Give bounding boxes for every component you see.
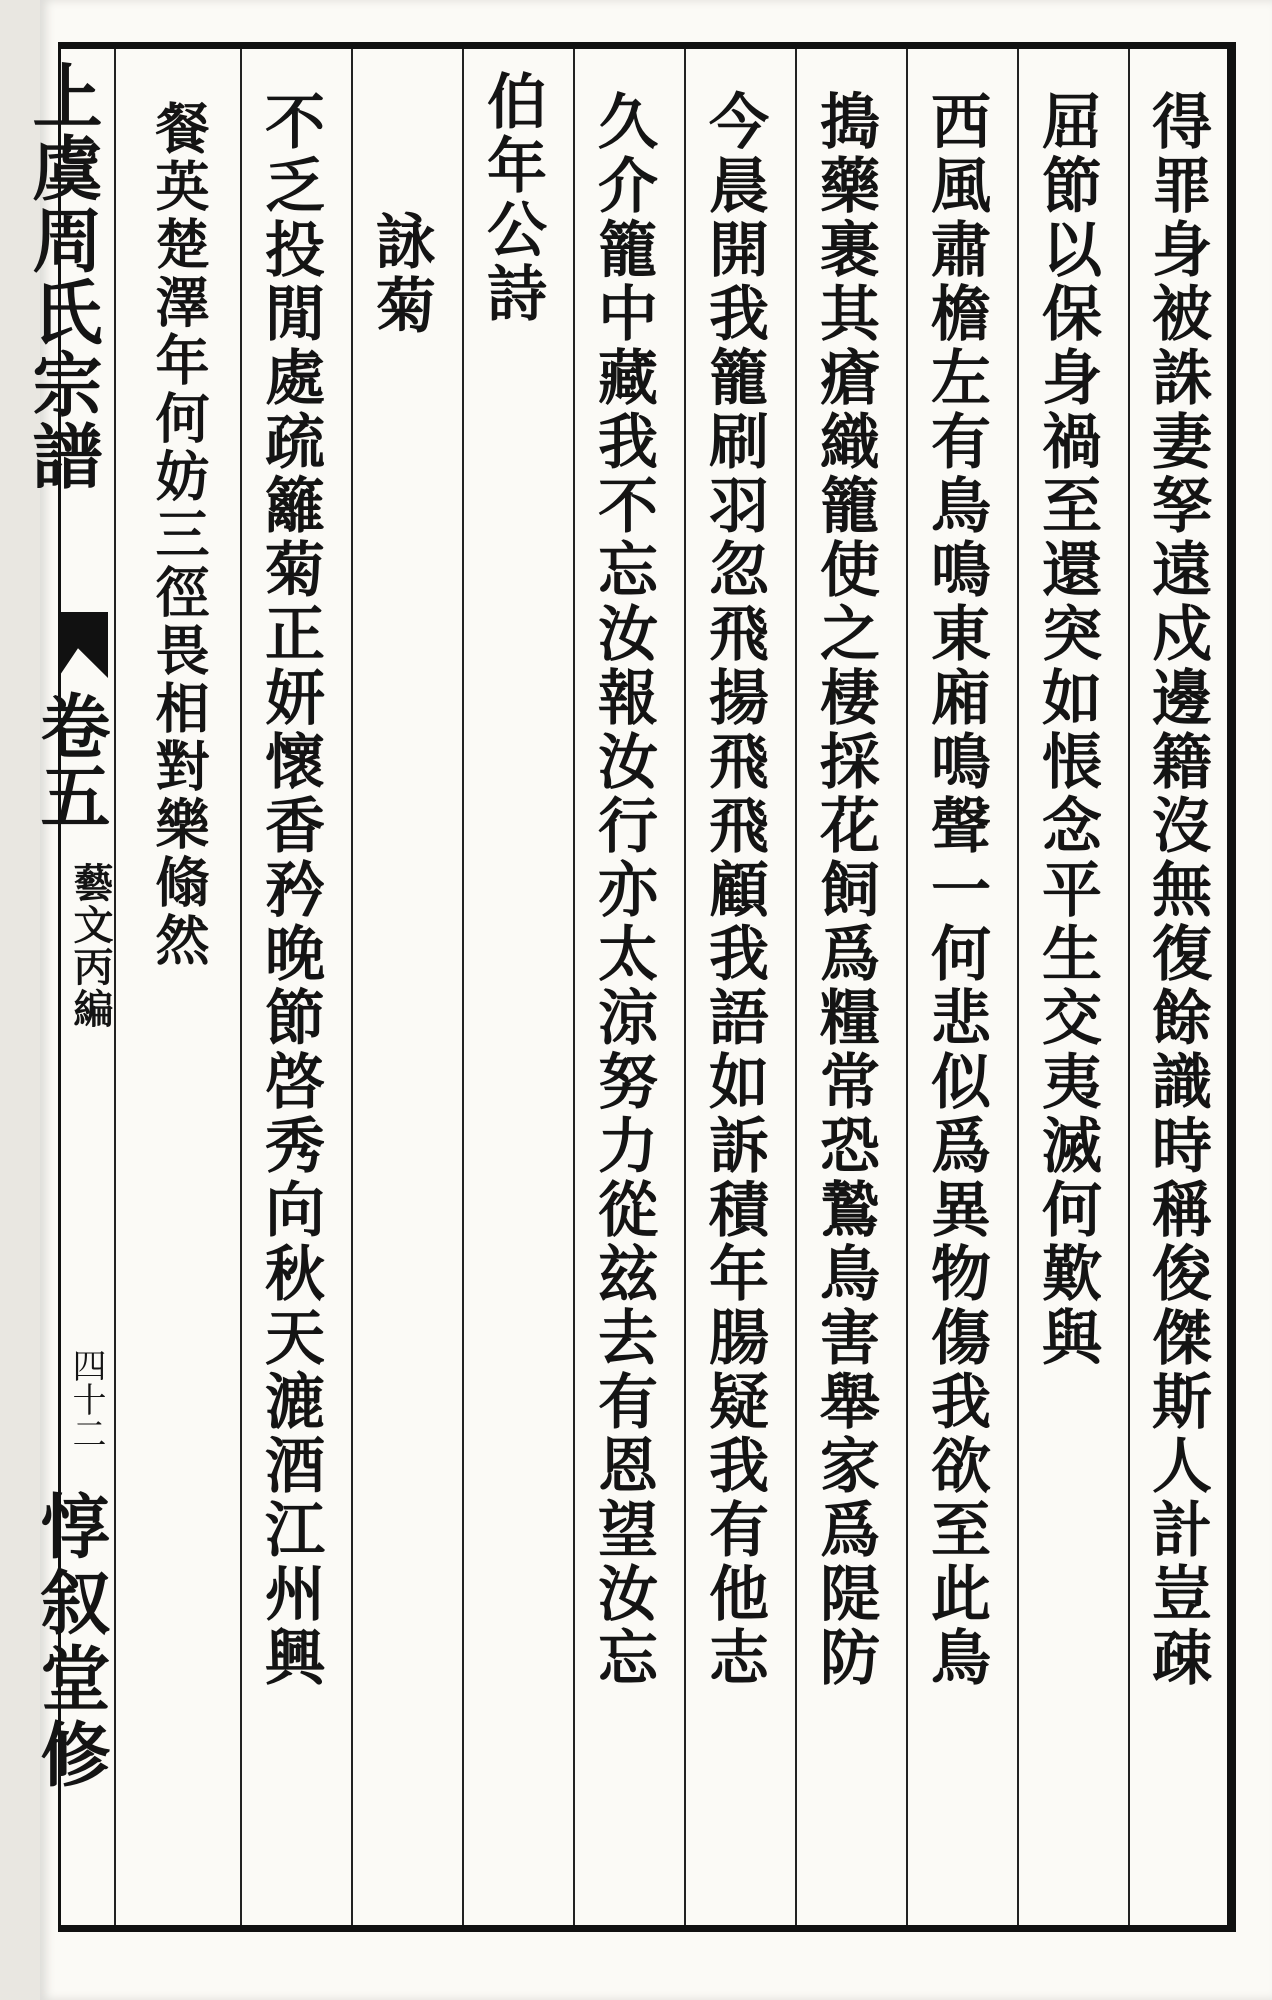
column-rule [1017,49,1019,1925]
margin-hall-name: 惇叙堂修 [29,1490,112,1794]
text-column-4: 搗藥裹其瘡織籠使之棲採花飼爲糧常恐鷙鳥害舉家爲隄防 [810,90,880,1690]
margin-section: 藝文丙編 [67,862,114,1030]
column-rule [573,49,575,1925]
text-column-7: 伯年公詩 [477,70,547,326]
text-column-1: 得罪身被誅妻孥遠戍邊籍沒無復餘識時稱俊傑斯人計豈疎 [1142,90,1212,1690]
column-rule [351,49,353,1925]
column-rule [684,49,686,1925]
column-rule [462,49,464,1925]
text-column-3: 西風肅檐左有鳥鳴東廂鳴聲一何悲似爲異物傷我欲至此鳥 [921,90,991,1690]
text-column-9: 不乏投閒處疏籬菊正妍懷香矜晚節啓秀向秋天漉酒江州興 [255,90,325,1690]
column-rule [240,49,242,1925]
text-column-5: 今晨開我籠刷羽忽飛揚飛飛顧我語如訴積年腸疑我有他志 [699,90,769,1690]
text-column-6: 久介籠中藏我不忘汝報汝行亦太涼努力從玆去有恩望汝忘 [588,90,658,1690]
column-rule [795,49,797,1925]
margin-book-title: 上虞周氏宗譜 [21,60,104,492]
text-column-10: 餐英楚澤年何妨三徑畏相對樂翛然 [147,100,211,970]
margin-volume: 卷五 [29,690,112,830]
column-rule [1128,49,1130,1925]
margin-page-number: 四十二 [66,1348,106,1450]
text-column-2: 屈節以保身禍至還突如悵念平生交夷滅何歎與 [1032,90,1102,1370]
text-column-8: 詠菊 [366,210,436,338]
column-rule [906,49,908,1925]
